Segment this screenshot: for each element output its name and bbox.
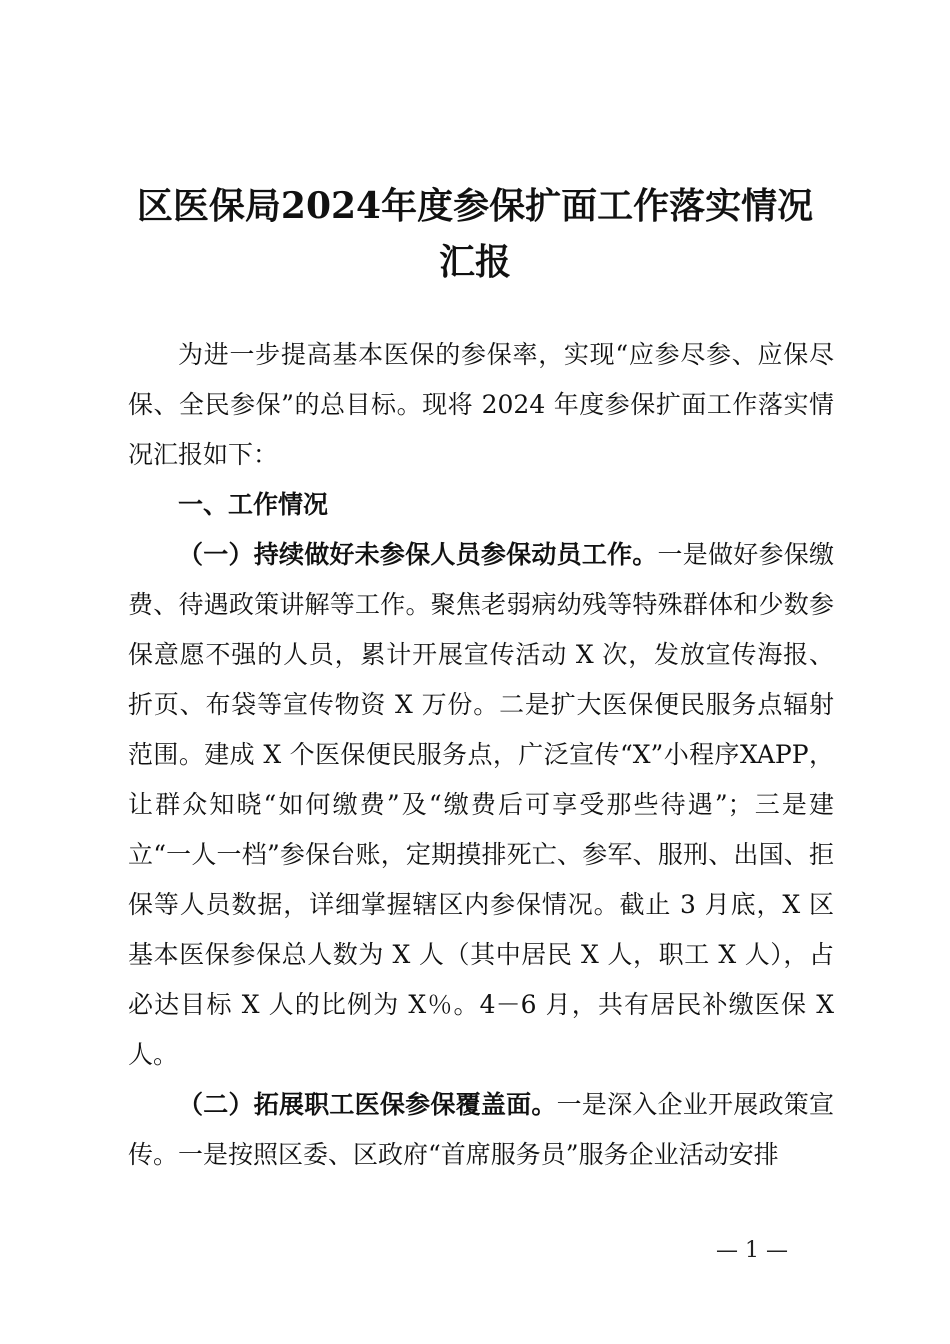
page-number: — 1 —	[716, 1238, 788, 1263]
document-title: 区医保局2024年度参保扩面工作落实情况汇报	[136, 185, 814, 283]
paragraph-item-2	[128, 1080, 834, 1180]
item-2-text: 一是深入企业开展政策宣传。一是按照区委、区政府“首席服务员”服务企业活动安排	[128, 1090, 834, 1169]
paragraph-item-1	[128, 530, 834, 1080]
document-body	[128, 330, 834, 1180]
item-1-text: 一是做好参保缴费、待遇政策讲解等工作。聚焦老弱病幼残等特殊群体和少数参保意愿不强的人员，累计开展宣传活动 X 次，发放宣传海报、折页、布袋等宣传物资 X 万份。二是扩大医保便民服务点辐射范围。建成 X 个医保便民服务点，广泛宣传“X”小程序XAPP，让群众知晓“如何缴费”及“缴费后可享受那些待遇”；三是建立“一人一档”参保台账，定期摸排死亡、参军、服刑、出国、拒保等人员数据，详细掌握辖区内参保情况。截止 3 月底，X 区基本医保参保总人数为 X 人（其中居民 X 人，职工 X 人），占必达目标 X 人的比例为 X％。4－6 月，共有居民补缴医保 X 人。	[128, 540, 834, 1069]
item-1-lead: （一）持续做好未参保人员参保动员工作。	[178, 540, 658, 569]
item-2-lead: （二）拓展职工医保参保覆盖面。	[178, 1090, 557, 1119]
intro-paragraph: 为进一步提高基本医保的参保率，实现“应参尽参、应保尽保、全民参保”的总目标。现将 2024 年度参保扩面工作落实情况汇报如下：	[128, 340, 834, 469]
section-heading-work-situation: 一、工作情况	[178, 490, 329, 519]
